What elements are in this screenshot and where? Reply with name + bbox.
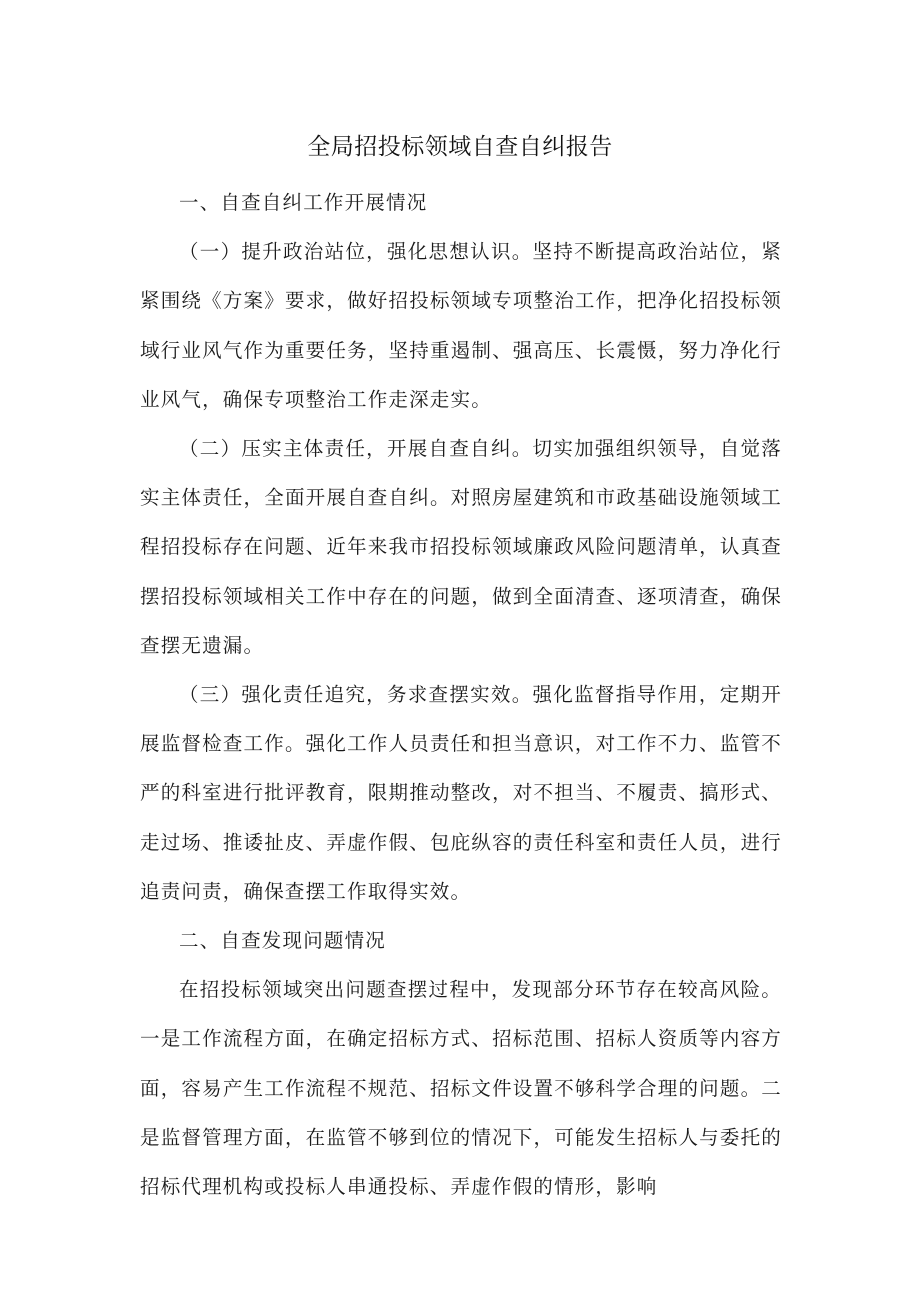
- paragraph-1-3: （三）强化责任追究，务求查摆实效。强化监督指导作用，定期开展监督检查工作。强化工作人员责任和担当意识，对工作不力、监管不严的科室进行批评教育，限期推动整改，对不担当、不履责、搞形式、走过场、推诿扯皮、弄虚作假、包庇纵容的责任科室和责任人员，进行追责问责，确保查摆工作取得实效。: [140, 683, 782, 903]
- section-heading-2: 二、自查发现问题情况: [179, 929, 387, 953]
- paragraph-1-2: （二）压实主体责任，开展自查自纠。切实加强组织领导，自觉落实主体责任，全面开展自查自纠。对照房屋建筑和市政基础设施领域工程招投标存在问题、近年来我市招投标领域廉政风险问题清单，认真查摆招投标领域相关工作中存在的问题，做到全面清查、逐项清查，确保查摆无遗漏。: [140, 437, 782, 657]
- document-body: [140, 178, 782, 1211]
- paragraph-1-1: （一）提升政治站位，强化思想认识。坚持不断提高政治站位，紧紧围绕《方案》要求，做好招投标领域专项整治工作，把净化招投标领域行业风气作为重要任务，坚持重遏制、强高压、长震慑，努力净化行业风气，确保专项整治工作走深走实。: [140, 240, 782, 411]
- document-title: 全局招投标领域自查自纠报告: [307, 134, 613, 160]
- section-heading-1: 一、自查自纠工作开展情况: [179, 191, 428, 214]
- paragraph-2-1: 在招投标领域突出问题查摆过程中，发现部分环节存在较高风险。一是工作流程方面，在确定招标方式、招标范围、招标人资质等内容方面，容易产生工作流程不规范、招标文件设置不够科学合理的问题。二是监督管理方面，在监管不够到位的情况下，可能发生招标人与委托的招标代理机构或投标人串通投标、弄虚作假的情形，影响: [140, 978, 782, 1199]
